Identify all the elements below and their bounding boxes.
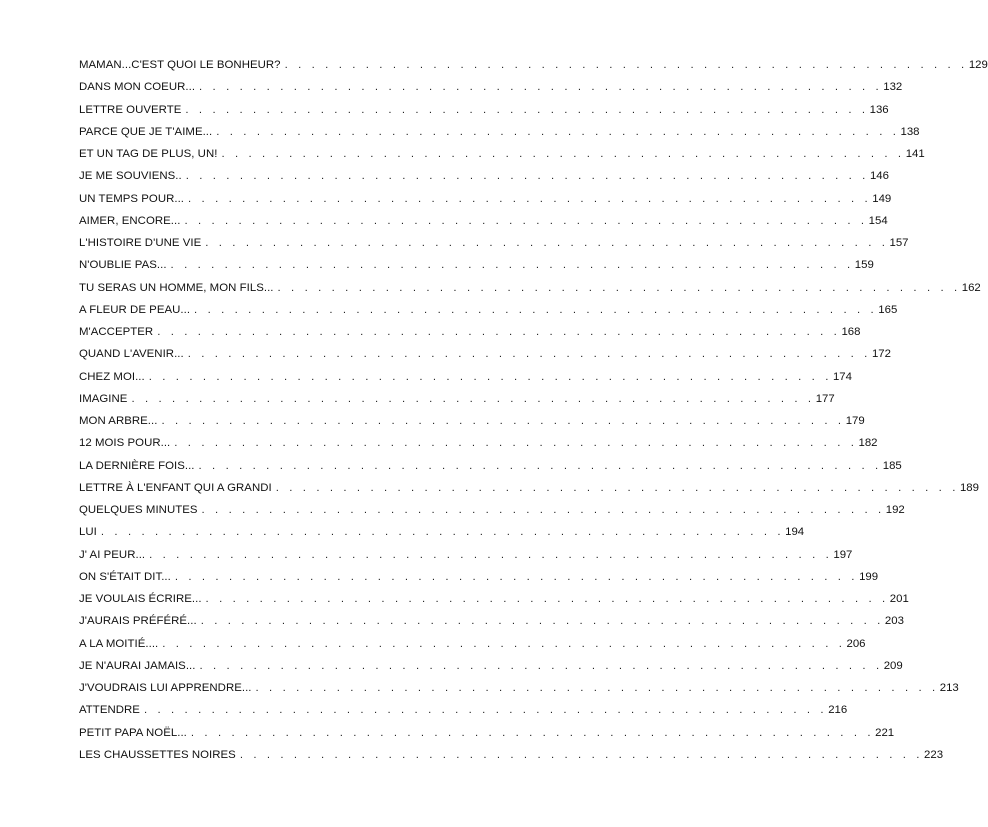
toc-entry-title: M'ACCEPTER — [79, 326, 154, 338]
toc-entry — [79, 299, 898, 321]
toc-entry — [79, 143, 925, 165]
toc-entry-title: LUI — [79, 526, 97, 539]
toc-entry-page-number: 174 — [832, 370, 852, 383]
toc-entry-page-number: 136 — [869, 103, 889, 116]
toc-entry-title: J'VOUDRAIS LUI APPRENDRE... — [79, 682, 252, 694]
toc-entry — [79, 722, 895, 744]
toc-entry-page-number: 221 — [875, 726, 895, 739]
toc-entry-page-number: 199 — [859, 570, 879, 583]
toc-entry — [79, 54, 988, 76]
toc-entry — [79, 410, 865, 432]
toc-entry — [79, 210, 888, 232]
toc-dot-leader: . . . . . . . . . . . . . . . . . . . . . . . . . . . . . . . . . . . . . . . . . . . . . . . . . . . — [131, 392, 815, 405]
toc-dot-leader: . . . . . . . . . . . . . . . . . . . . . . . . . . . . . . . . . . . . . . . . . . . . . . . . . . . — [148, 370, 832, 383]
toc-entry-title: PETIT PAPA NOËL... — [79, 726, 187, 739]
toc-entry — [79, 633, 866, 655]
toc-dot-leader: . . . . . . . . . . . . . . . . . . . . . . . . . . . . . . . . . . . . . . . . . . . . . . . . . . . — [174, 570, 859, 583]
toc-entry — [79, 677, 959, 699]
toc-entry-page-number: 192 — [885, 504, 905, 516]
toc-entry — [79, 76, 903, 98]
toc-entry-title: N'OUBLIE PAS... — [79, 259, 167, 272]
toc-entry — [79, 588, 909, 610]
toc-dot-leader: . . . . . . . . . . . . . . . . . . . . . . . . . . . . . . . . . . . . . . . . . . . . . . . . . . . — [143, 704, 828, 717]
toc-entry-page-number: 203 — [884, 615, 904, 628]
table-of-contents — [79, 54, 988, 766]
toc-entry — [79, 388, 835, 410]
toc-entry-title: MAMAN...C'EST QUOI LE BONHEUR? — [79, 59, 281, 71]
toc-entry — [79, 499, 905, 521]
toc-entry-title: J' AI PEUR... — [79, 548, 146, 561]
toc-dot-leader: . . . . . . . . . . . . . . . . . . . . . . . . . . . . . . . . . . . . . . . . . . . . . . . . . . . — [221, 148, 905, 160]
toc-dot-leader: . . . . . . . . . . . . . . . . . . . . . . . . . . . . . . . . . . . . . . . . . . . . . . . . . . . — [185, 103, 869, 116]
toc-entry — [79, 188, 892, 210]
toc-entry — [79, 121, 920, 143]
toc-entry-page-number: 157 — [889, 237, 909, 249]
toc-entry-title: LES CHAUSSETTES NOIRES — [79, 748, 236, 761]
toc-entry — [79, 655, 903, 677]
toc-entry-page-number: 165 — [878, 303, 898, 316]
toc-dot-leader: . . . . . . . . . . . . . . . . . . . . . . . . . . . . . . . . . . . . . . . . . . . . . . . . . . . — [174, 437, 858, 450]
toc-entry — [79, 610, 904, 632]
toc-entry — [79, 477, 979, 499]
toc-entry — [79, 366, 852, 388]
toc-entry-title: L'HISTOIRE D'UNE VIE — [79, 237, 202, 249]
toc-dot-leader: . . . . . . . . . . . . . . . . . . . . . . . . . . . . . . . . . . . . . . . . . . . . . . . . . . . — [216, 125, 900, 138]
toc-entry — [79, 455, 902, 477]
toc-entry — [79, 432, 878, 454]
toc-dot-leader: . . . . . . . . . . . . . . . . . . . . . . . . . . . . . . . . . . . . . . . . . . . . . . . . . . . — [255, 682, 939, 694]
toc-entry-page-number: 141 — [905, 148, 925, 160]
toc-entry-page-number: 138 — [900, 125, 920, 138]
toc-dot-leader: . . . . . . . . . . . . . . . . . . . . . . . . . . . . . . . . . . . . . . . . . . . . . . . . . . . — [170, 259, 854, 272]
toc-dot-leader: . . . . . . . . . . . . . . . . . . . . . . . . . . . . . . . . . . . . . . . . . . . . . . . . . . . — [188, 192, 872, 205]
toc-entry-title: CHEZ MOI... — [79, 370, 145, 383]
toc-dot-leader: . . . . . . . . . . . . . . . . . . . . . . . . . . . . . . . . . . . . . . . . . . . . . . . . . . . — [199, 659, 883, 672]
toc-entry-page-number: 223 — [924, 748, 944, 761]
toc-dot-leader: . . . . . . . . . . . . . . . . . . . . . . . . . . . . . . . . . . . . . . . . . . . . . . . . . . . — [190, 726, 875, 739]
toc-dot-leader: . . . . . . . . . . . . . . . . . . . . . . . . . . . . . . . . . . . . . . . . . . . . . . . . . . . — [284, 59, 968, 71]
toc-dot-leader: . . . . . . . . . . . . . . . . . . . . . . . . . . . . . . . . . . . . . . . . . . . . . . . . . . . — [205, 593, 889, 605]
toc-entry — [79, 165, 889, 187]
toc-dot-leader: . . . . . . . . . . . . . . . . . . . . . . . . . . . . . . . . . . . . . . . . . . . . . . . . . . . — [187, 348, 871, 361]
toc-dot-leader: . . . . . . . . . . . . . . . . . . . . . . . . . . . . . . . . . . . . . . . . . . . . . . . . . . . — [149, 548, 833, 561]
toc-dot-leader: . . . . . . . . . . . . . . . . . . . . . . . . . . . . . . . . . . . . . . . . . . . . . . . . . . . — [199, 81, 883, 94]
toc-dot-leader: . . . . . . . . . . . . . . . . . . . . . . . . . . . . . . . . . . . . . . . . . . . . . . . . . . . — [100, 526, 785, 539]
toc-entry — [79, 321, 861, 343]
toc-entry-page-number: 132 — [883, 81, 903, 94]
toc-entry-page-number: 154 — [868, 214, 888, 227]
toc-entry-page-number: 146 — [869, 170, 889, 183]
toc-entry — [79, 521, 805, 543]
toc-entry-page-number: 172 — [871, 348, 891, 361]
toc-entry-title: UN TEMPS POUR... — [79, 192, 185, 205]
toc-entry-title: DANS MON COEUR... — [79, 81, 196, 94]
toc-entry — [79, 232, 909, 254]
toc-entry — [79, 343, 891, 365]
toc-entry-page-number: 216 — [828, 704, 848, 717]
toc-entry-title: QUELQUES MINUTES — [79, 504, 198, 516]
toc-entry-title: JE N'AURAI JAMAIS... — [79, 659, 196, 672]
toc-entry-title: AIMER, ENCORE... — [79, 214, 181, 227]
toc-entry — [79, 277, 981, 299]
toc-dot-leader: . . . . . . . . . . . . . . . . . . . . . . . . . . . . . . . . . . . . . . . . . . . . . . . . . . . — [194, 303, 878, 316]
toc-entry-page-number: 201 — [889, 593, 909, 605]
toc-dot-leader: . . . . . . . . . . . . . . . . . . . . . . . . . . . . . . . . . . . . . . . . . . . . . . . . . . . — [161, 415, 845, 427]
toc-entry-title: 12 MOIS POUR... — [79, 437, 171, 450]
toc-dot-leader: . . . . . . . . . . . . . . . . . . . . . . . . . . . . . . . . . . . . . . . . . . . . . . . . . . . — [200, 615, 884, 628]
toc-entry-page-number: 129 — [968, 59, 988, 71]
toc-entry-page-number: 149 — [872, 192, 892, 205]
toc-entry-title: A LA MOITIÉ.... — [79, 637, 159, 650]
toc-entry-title: A FLEUR DE PEAU... — [79, 303, 191, 316]
toc-entry-title: LA DERNIÈRE FOIS... — [79, 459, 195, 472]
toc-dot-leader: . . . . . . . . . . . . . . . . . . . . . . . . . . . . . . . . . . . . . . . . . . . . . . . . . . . — [185, 170, 869, 183]
toc-entry-page-number: 182 — [858, 437, 878, 450]
toc-entry-title: JE VOULAIS ÉCRIRE... — [79, 593, 202, 605]
toc-dot-leader: . . . . . . . . . . . . . . . . . . . . . . . . . . . . . . . . . . . . . . . . . . . . . . . . . . . — [205, 237, 889, 249]
toc-entry — [79, 566, 879, 588]
toc-entry-title: LETTRE OUVERTE — [79, 103, 182, 116]
toc-entry-page-number: 206 — [846, 637, 866, 650]
toc-entry-title: LETTRE À L'ENFANT QUI A GRANDI — [79, 481, 272, 494]
toc-dot-leader: . . . . . . . . . . . . . . . . . . . . . . . . . . . . . . . . . . . . . . . . . . . . . . . . . . . — [162, 637, 846, 650]
toc-dot-leader: . . . . . . . . . . . . . . . . . . . . . . . . . . . . . . . . . . . . . . . . . . . . . . . . . . . — [198, 459, 882, 472]
toc-entry — [79, 99, 889, 121]
toc-entry-title: IMAGINE — [79, 392, 128, 405]
toc-entry-page-number: 209 — [883, 659, 903, 672]
toc-entry — [79, 544, 853, 566]
toc-entry-page-number: 213 — [939, 682, 959, 694]
toc-entry-title: J'AURAIS PRÉFÉRÉ... — [79, 615, 197, 628]
toc-dot-leader: . . . . . . . . . . . . . . . . . . . . . . . . . . . . . . . . . . . . . . . . . . . . . . . . . . . — [239, 748, 924, 761]
toc-entry — [79, 744, 944, 766]
toc-entry-page-number: 189 — [959, 481, 979, 494]
toc-entry-page-number: 159 — [854, 259, 874, 272]
toc-dot-leader: . . . . . . . . . . . . . . . . . . . . . . . . . . . . . . . . . . . . . . . . . . . . . . . . . . . — [275, 481, 959, 494]
toc-entry-title: JE ME SOUVIENS.. — [79, 170, 182, 183]
toc-entry-title: ATTENDRE — [79, 704, 140, 717]
toc-entry-page-number: 177 — [815, 392, 835, 405]
toc-entry-title: MON ARBRE... — [79, 415, 158, 427]
toc-entry-page-number: 162 — [961, 281, 981, 294]
toc-entry-page-number: 168 — [841, 326, 861, 338]
toc-entry-title: ET UN TAG DE PLUS, UN! — [79, 148, 218, 160]
toc-entry-title: TU SERAS UN HOMME, MON FILS... — [79, 281, 274, 294]
toc-entry-title: ON S'ÉTAIT DIT... — [79, 570, 171, 583]
toc-entry-title: PARCE QUE JE T'AIME... — [79, 125, 213, 138]
toc-dot-leader: . . . . . . . . . . . . . . . . . . . . . . . . . . . . . . . . . . . . . . . . . . . . . . . . . . . — [201, 504, 885, 516]
toc-entry-page-number: 185 — [882, 459, 902, 472]
toc-entry — [79, 699, 848, 721]
toc-entry-title: QUAND L'AVENIR... — [79, 348, 184, 361]
toc-dot-leader: . . . . . . . . . . . . . . . . . . . . . . . . . . . . . . . . . . . . . . . . . . . . . . . . . . . — [184, 214, 868, 227]
toc-entry-page-number: 179 — [845, 415, 865, 427]
toc-dot-leader: . . . . . . . . . . . . . . . . . . . . . . . . . . . . . . . . . . . . . . . . . . . . . . . . . . . — [277, 281, 961, 294]
toc-entry-page-number: 194 — [785, 526, 805, 539]
toc-entry — [79, 254, 874, 276]
toc-entry-page-number: 197 — [833, 548, 853, 561]
toc-dot-leader: . . . . . . . . . . . . . . . . . . . . . . . . . . . . . . . . . . . . . . . . . . . . . . . . . . . — [157, 326, 841, 338]
